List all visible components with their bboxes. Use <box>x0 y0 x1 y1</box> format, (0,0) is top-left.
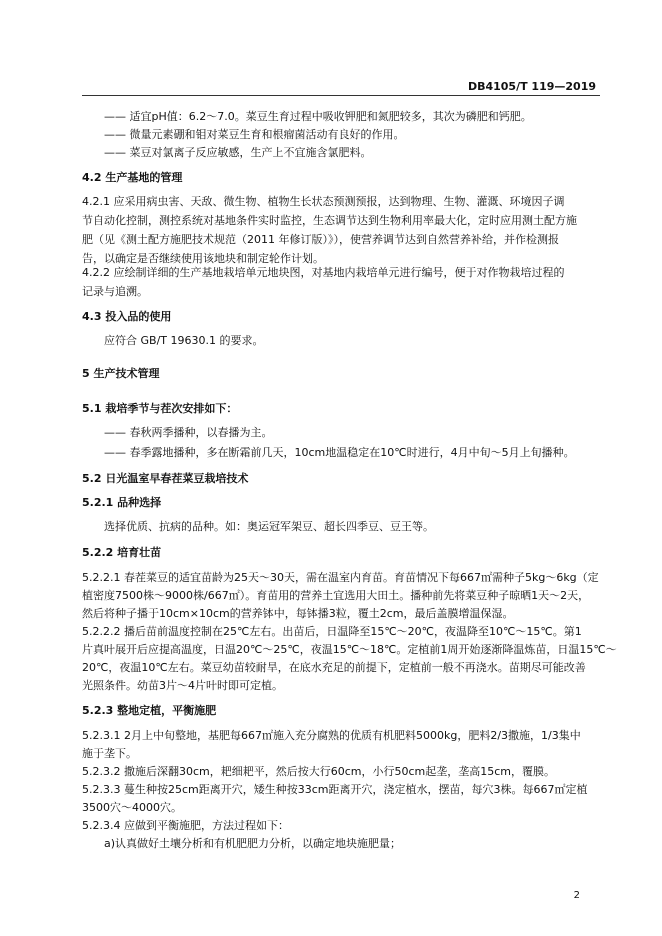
heading-4-2: 4.2 生产基地的管理 <box>82 171 183 184</box>
heading-5-2-3: 5.2.3 整地定植，平衡施肥 <box>82 704 217 717</box>
bullet-ph: —— 适宜pH值：6.2～7.0。菜豆生育过程中吸收钾肥和氮肥较多，其次为磷肥和钙肥。 <box>104 110 532 123</box>
para-5-2-3-3-line1: 5.2.3.3 蔓生种按25cm距离开穴，矮生种按33cm距离开穴，浇定植水，摆苗，每穴3株。每667㎡定植 <box>82 783 588 796</box>
para-5-2-3-1-line2: 施于垄下。 <box>82 747 137 760</box>
para-4-2-2-line2: 记录与追溯。 <box>82 285 148 298</box>
para-4-3: 应符合 GB/T 19630.1 的要求。 <box>104 334 264 347</box>
list-item-a: a)认真做好土壤分析和有机肥肥力分析，以确定地块施肥量； <box>104 837 402 850</box>
para-4-2-1-line3: 肥（见《测土配方施肥技术规范（2011 年修订版）》），使营养调节达到自然营养补给，并作检测报 <box>82 233 559 246</box>
para-5-2-3-4: 5.2.3.4 应做到平衡施肥，方法过程如下： <box>82 819 289 832</box>
para-4-2-1-line1: 4.2.1 应采用病虫害、天敌、微生物、植物生长状态预测预报，达到物理、生物、灌溉、环境因子调 <box>82 195 565 208</box>
standard-code: DB4105/T 119—2019 <box>467 80 596 93</box>
bullet-trace-elements: —— 微量元素硼和钼对菜豆生育和根瘤菌活动有良好的作用。 <box>104 128 405 141</box>
header-divider <box>82 95 600 96</box>
page-number: 2 <box>573 890 580 901</box>
heading-5-1: 5.1 栽培季节与茬次安排如下： <box>82 402 238 415</box>
bullet-spring-sowing: —— 春季露地播种，多在断霜前几天，10cm地温稳定在10℃时进行，4月中旬～5月上旬播种。 <box>104 446 575 459</box>
para-5-2-1: 选择优质、抗病的品种。如：奥运冠军架豆、超长四季豆、豆王等。 <box>104 520 434 533</box>
para-5-2-3-2: 5.2.3.2 撒施后深翻30cm，耙细耙平，然后按大行60cm，小行50cm起垄，垄高15cm，覆膜。 <box>82 765 556 778</box>
para-5-2-2-2-line2: 片真叶展开后应提高温度，日温20℃～25℃，夜温15℃～18℃。定植前1周开始逐渐降温炼苗，日温15℃～ <box>82 643 617 656</box>
heading-5: 5 生产技术管理 <box>82 367 160 380</box>
para-4-2-2-line1: 4.2.2 应绘制详细的生产基地栽培单元地块图，对基地内栽培单元进行编号，便于对作物栽培过程的 <box>82 266 565 279</box>
para-4-2-1-line4: 告，以确定是否继续使用该地块和制定轮作计划。 <box>82 252 324 265</box>
para-5-2-2-1-line1: 5.2.2.1 春茬菜豆的适宜苗龄为25天～30天，需在温室内育苗。育苗情况下每667㎡需种子5kg～6kg（定 <box>82 571 599 584</box>
para-5-2-3-3-line2: 3500穴～4000穴。 <box>82 801 182 814</box>
para-5-2-2-1-line3: 然后将种子播于10cm×10cm的营养钵中，每钵播3粒，覆土2cm，最后盖膜增温保湿。 <box>82 607 514 620</box>
heading-5-2: 5.2 日光温室早春茬菜豆栽培技术 <box>82 472 249 485</box>
bullet-sowing-seasons: —— 春秋两季播种，以春播为主。 <box>104 426 273 439</box>
para-5-2-2-2-line3: 20℃，夜温10℃左右。菜豆幼苗较耐旱，在底水充足的前提下，定植前一般不再浇水。苗期尽可能改善 <box>82 661 586 674</box>
heading-4-3: 4.3 投入品的使用 <box>82 310 172 323</box>
heading-5-2-2: 5.2.2 培育壮苗 <box>82 546 162 559</box>
para-5-2-3-1-line1: 5.2.3.1 2月上中旬整地，基肥每667㎡施入充分腐熟的优质有机肥料5000kg，肥料2/3撒施，1/3集中 <box>82 729 581 742</box>
heading-5-2-1: 5.2.1 品种选择 <box>82 496 162 509</box>
para-4-2-1-line2: 节自动化控制，测控系统对基地条件实时监控，生态调节达到生物利用率最大化，定时应用测土配方施 <box>82 214 577 227</box>
bullet-chloride: —— 菜豆对氯离子反应敏感，生产上不宜施含氯肥料。 <box>104 146 372 159</box>
para-5-2-2-2-line4: 光照条件。幼苗3片～4片叶时即可定植。 <box>82 679 283 692</box>
para-5-2-2-2-line1: 5.2.2.2 播后苗前温度控制在25℃左右。出苗后，日温降至15℃～20℃，夜温降至10℃～15℃。第1 <box>82 625 582 638</box>
para-5-2-2-1-line2: 植密度7500株～9000株/667㎡）。育苗用的营养土宜选用大田土。播种前先将菜豆种子晾晒1天～2天， <box>82 589 590 602</box>
